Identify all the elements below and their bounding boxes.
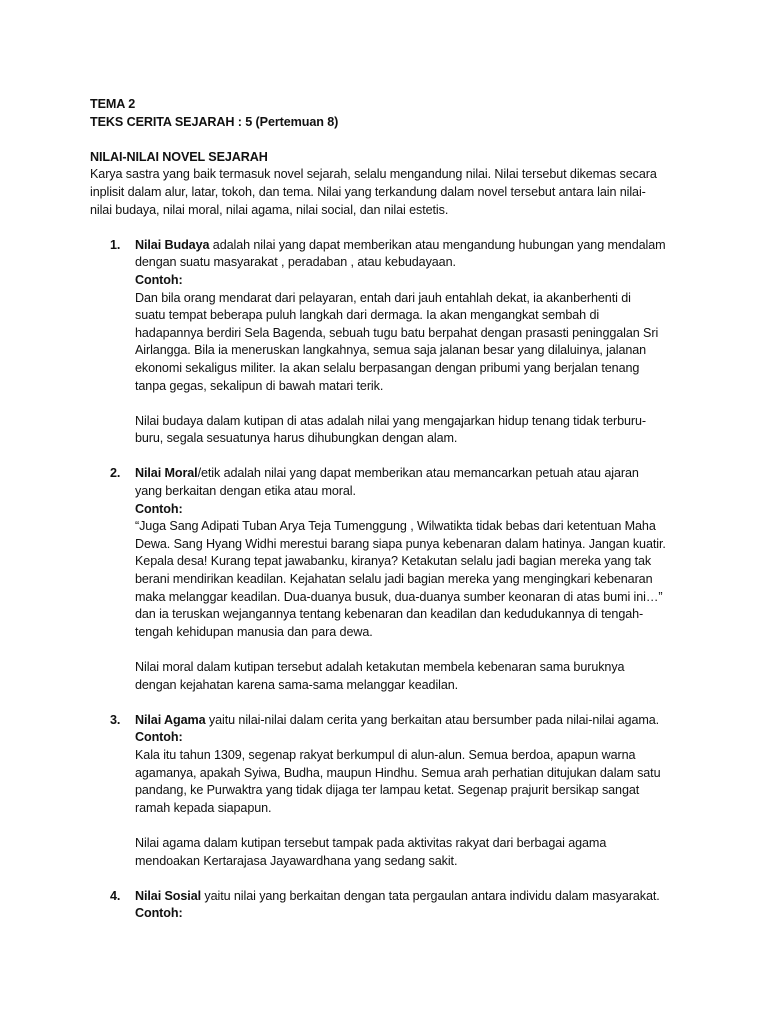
explanation-line: Nilai budaya dalam kutipan di atas adalah nilai yang mengajarkan hidup tenang tidak terburu- bbox=[135, 413, 646, 428]
quote-line: suatu tempat beberapa puluh langkah dari dermaga. Ia akan mengangkat sembah di bbox=[135, 308, 600, 323]
intro-section bbox=[90, 149, 680, 219]
explanation-line: Nilai agama dalam kutipan tersebut tampak pada aktivitas rakyat dari berbagai agama bbox=[135, 835, 607, 850]
quote-line: Airlangga. Bila ia meneruskan langkahnya, semua saja jalanan besar yang dilaluinya, jalanan bbox=[135, 343, 647, 358]
explanation-line: dengan kejahatan karena sama-sama melanggar keadilan. bbox=[135, 677, 459, 692]
item-definition-line bbox=[135, 465, 680, 483]
item-term: Nilai Agama bbox=[135, 712, 206, 727]
item-term: Nilai Sosial bbox=[135, 888, 201, 903]
item-number: 4. bbox=[110, 888, 121, 903]
list-item-nilai-budaya bbox=[90, 237, 680, 448]
quote-line: ekonomi sekaligus militer. Ia akan selalu berpasangan dengan pribumi yang berjalan tenang bbox=[135, 360, 640, 375]
item-definition-cont: yang berkaitan dengan etika atau moral. bbox=[135, 484, 356, 499]
values-list bbox=[90, 237, 680, 923]
item-definition: yaitu nilai-nilai dalam cerita yang berkaitan atau bersumber pada nilai-nilai agama. bbox=[205, 712, 660, 727]
quote-line: tanpa gegas, sekalipun di bawah matari terik. bbox=[135, 378, 384, 393]
explanation-line: buru, segala sesuatunya harus dihubungkan dengan alam. bbox=[135, 431, 458, 446]
item-number: 1. bbox=[110, 237, 121, 252]
example-label: Contoh: bbox=[135, 730, 183, 745]
item-definition-line bbox=[135, 237, 680, 255]
explanation-line: mendoakan Kertarajasa Jayawardhana yang sedang sakit. bbox=[135, 853, 458, 868]
lesson-meeting: Pertemuan 8) bbox=[259, 114, 339, 129]
lesson-title: TEKS CERITA SEJARAH : 5 ( bbox=[90, 114, 260, 129]
item-definition: yaitu nilai yang berkaitan dengan tata pergaulan antara individu dalam masyarakat. bbox=[201, 888, 660, 903]
quote-line: pandang, ke Purwaktra yang tidak dijaga ter lampau ketat. Segenap prajurit bersikap sangat bbox=[135, 783, 640, 798]
quote-line: Kala itu tahun 1309, segenap rakyat berkumpul di alun-alun. Semua berdoa, apapun warna bbox=[135, 747, 636, 762]
quote-line: Dan bila orang mendarat dari pelayaran, entah dari jauh entahlah dekat, ia akanberhenti di bbox=[135, 290, 631, 305]
item-number: 3. bbox=[110, 712, 121, 727]
item-term: Nilai Budaya bbox=[135, 237, 210, 252]
spacer bbox=[135, 395, 680, 413]
section-title: NILAI-NILAI NOVEL SEJARAH bbox=[90, 149, 268, 164]
lesson-heading bbox=[90, 114, 680, 132]
list-item-nilai-sosial bbox=[90, 888, 680, 923]
item-number: 2. bbox=[110, 466, 121, 481]
item-definition-line bbox=[135, 888, 680, 906]
quote-line: agamanya, apakah Syiwa, Budha, maupun Hindhu. Semua arah perhatian ditujukan dalam satu bbox=[135, 765, 661, 780]
spacer bbox=[135, 641, 680, 659]
intro-line: Karya sastra yang baik termasuk novel sejarah, selalu mengandung nilai. Nilai tersebut dikemas secara bbox=[90, 167, 657, 182]
item-definition-cont: dengan suatu masyarakat , peradaban , atau kebudayaan. bbox=[135, 255, 456, 270]
document-page bbox=[90, 96, 680, 941]
theme-heading: TEMA 2 bbox=[90, 97, 136, 111]
list-item-nilai-moral bbox=[90, 465, 680, 694]
intro-line: nilai budaya, nilai moral, nilai agama, nilai social, dan nilai estetis. bbox=[90, 202, 449, 217]
item-definition-line bbox=[135, 712, 680, 730]
quote-line: hadapannya berdiri Sela Bagenda, sebuah tugu batu berpahat dengan prasasti peninggalan Sri bbox=[135, 325, 659, 340]
quote-line: Kepala desa! Kurang tepat jawabanku, kiranya? Ketakutan selalu jadi bagian mereka yang tak bbox=[135, 554, 652, 569]
list-item-nilai-agama bbox=[90, 712, 680, 870]
example-label: Contoh: bbox=[135, 906, 183, 921]
quote-line: maka melanggar keadilan. Dua-duanya busuk, dua-duanya sumber keonaran di atas bumi ini…” bbox=[135, 589, 663, 604]
explanation-line: Nilai moral dalam kutipan tersebut adalah ketakutan membela kebenaran sama buruknya bbox=[135, 660, 625, 674]
item-definition: adalah nilai yang dapat memberikan atau mengandung hubungan yang mendalam bbox=[209, 237, 666, 252]
spacer bbox=[135, 817, 680, 835]
quote-line: “Juga Sang Adipati Tuban Arya Teja Tumenggung , Wilwatikta tidak bebas dari ketentuan Maha bbox=[135, 519, 656, 534]
quote-line: tengah kehidupan manusia dan para dewa. bbox=[135, 624, 373, 639]
intro-line: inplisit dalam alur, latar, tokoh, dan tema. Nilai yang terkandung dalam novel tersebut antara lain nilai- bbox=[90, 184, 646, 199]
item-definition: /etik adalah nilai yang dapat memberikan atau memancarkan petuah atau ajaran bbox=[197, 466, 639, 481]
example-label: Contoh: bbox=[135, 272, 183, 287]
quote-line: Dewa. Sang Hyang Widhi merestui barang siapa punya kebenaran dalam hatinya. Jangan kuatir. bbox=[135, 536, 666, 551]
item-term: Nilai Moral bbox=[135, 466, 198, 481]
quote-line: berani mendirikan keadilan. Kejahatan selalu jadi bagian mereka yang mengingkari kebenaran bbox=[135, 572, 653, 587]
quote-line: ramah kepada siapapun. bbox=[135, 800, 272, 815]
example-label: Contoh: bbox=[135, 501, 183, 516]
quote-line: dan ia teruskan wejangannya tentang kebenaran dan keadilan dan kedudukannya di tengah- bbox=[135, 607, 644, 622]
